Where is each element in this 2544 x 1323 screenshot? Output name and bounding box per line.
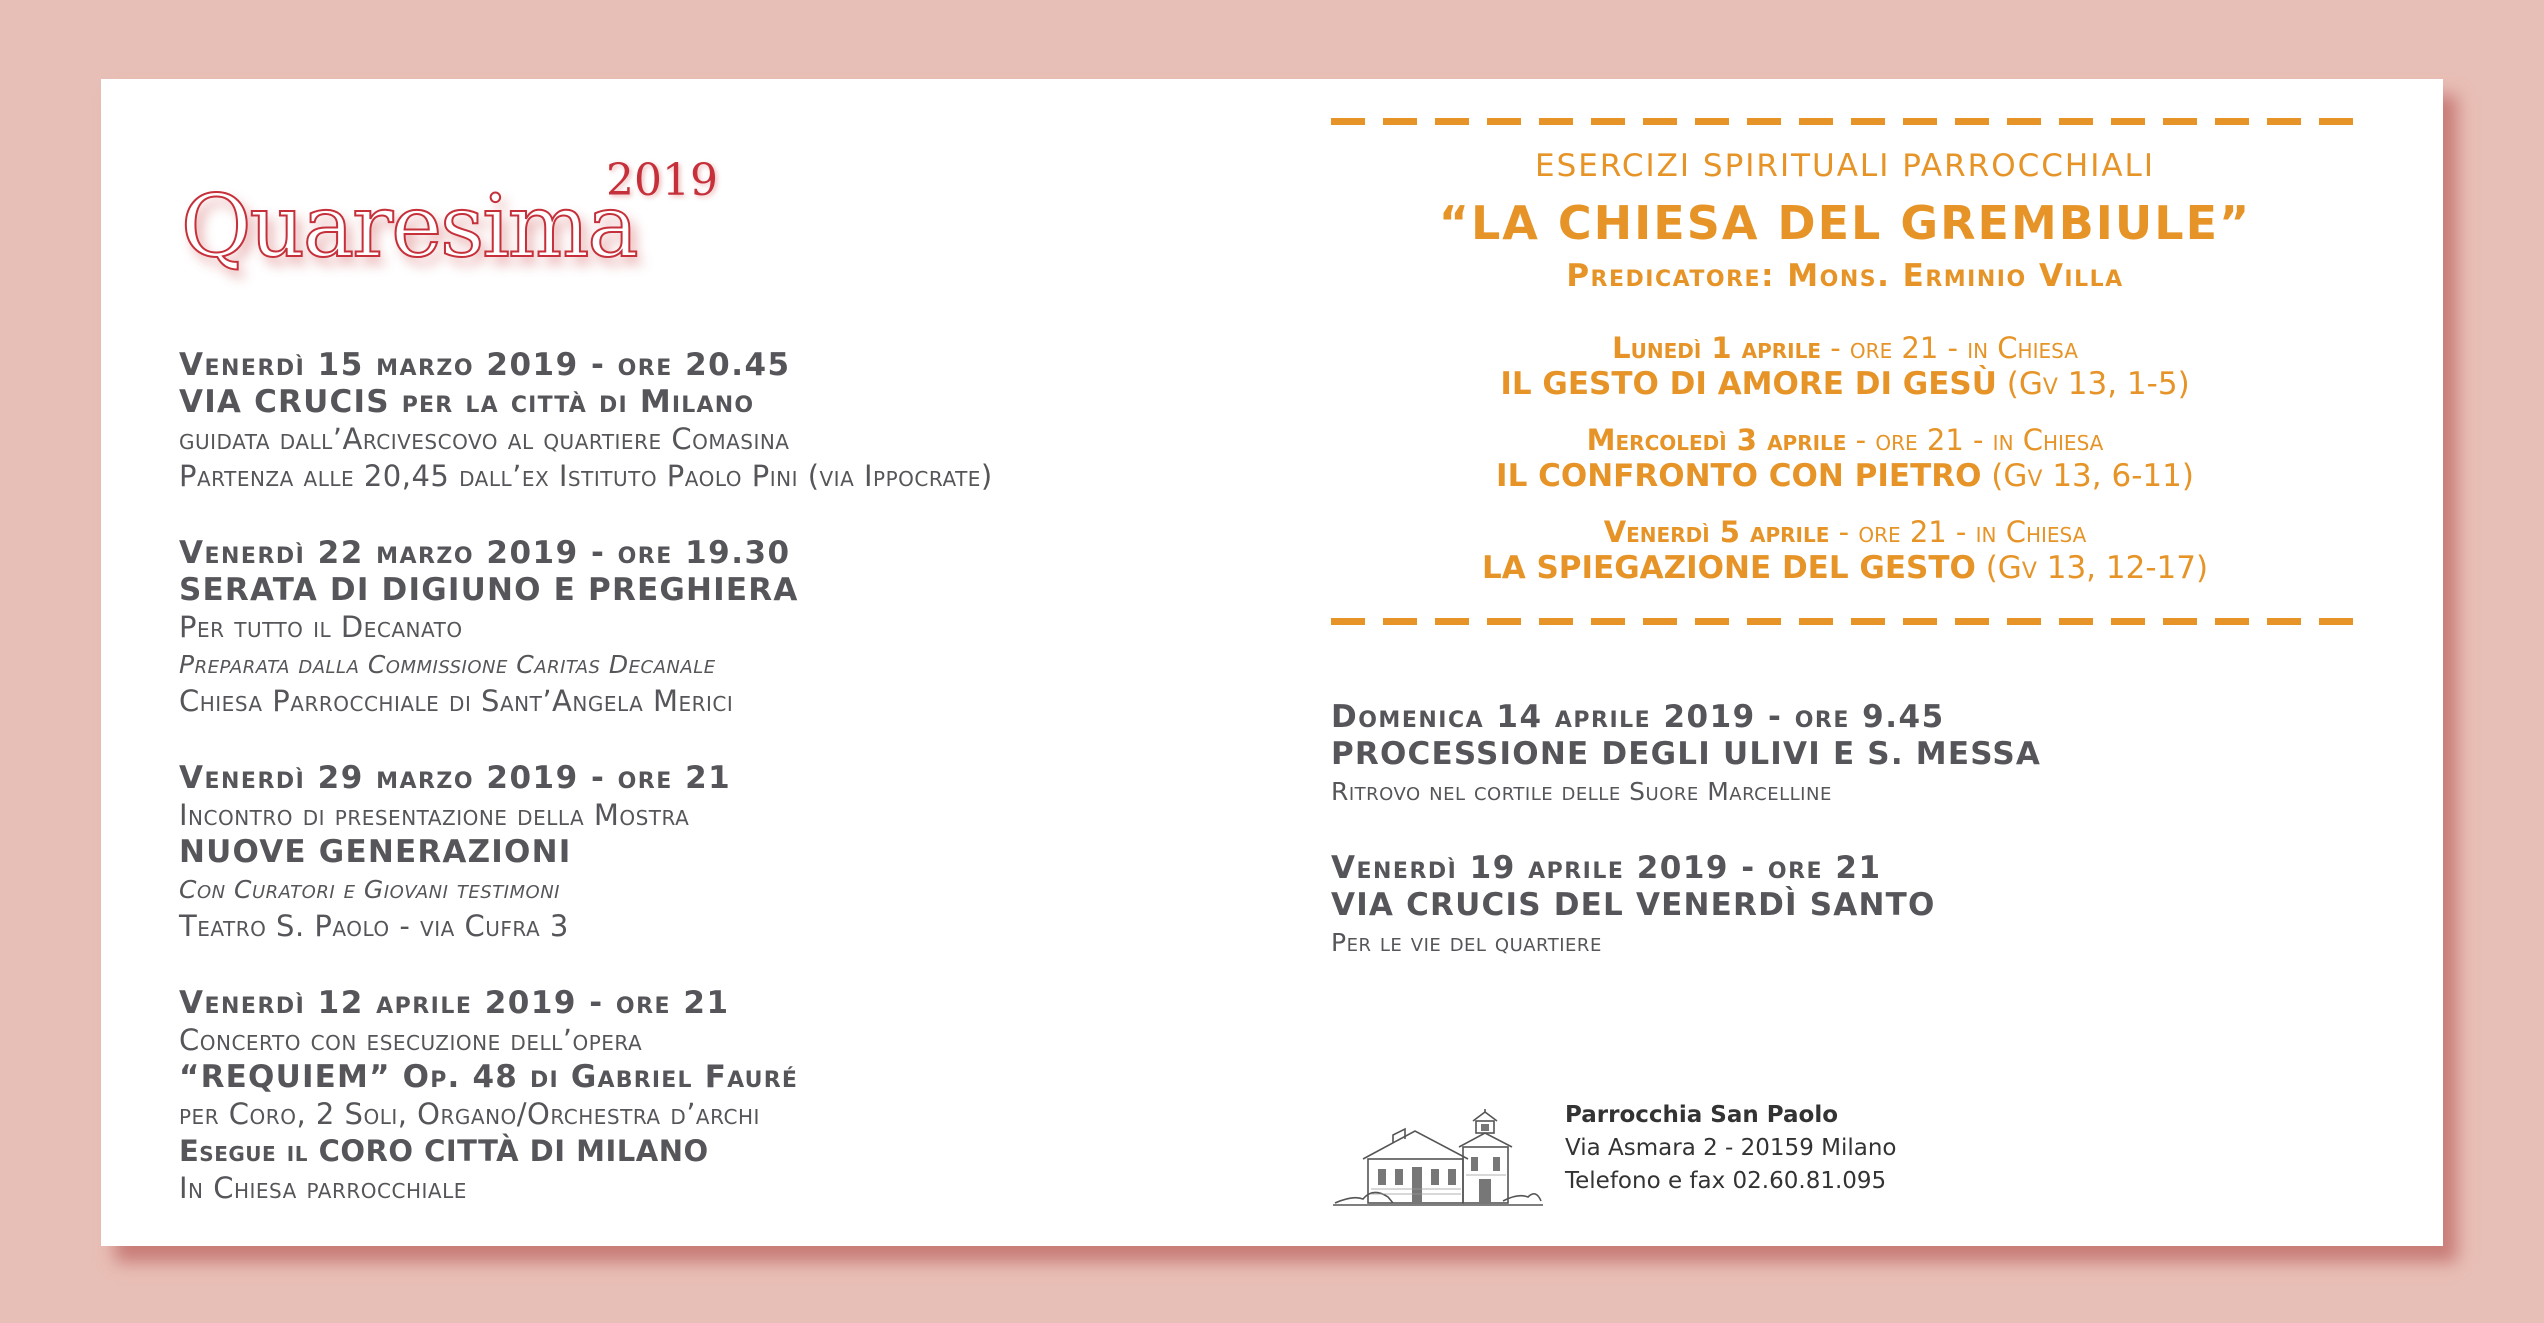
retreat-preacher: Predicatore: Mons. Erminio Villa [1566, 258, 2124, 294]
session-time: - ore 21 - in Chiesa [1829, 515, 2087, 549]
event-title [179, 1059, 1279, 1096]
left-events [179, 347, 1279, 1247]
session-day: Lunedì 1 aprile [1612, 331, 1822, 365]
session-line [1331, 331, 2359, 365]
session-day: Mercoledì 3 aprile [1586, 423, 1847, 457]
parish-phone: Telefono e fax 02.60.81.095 [1565, 1168, 1887, 1194]
quaresima-logo [181, 119, 741, 299]
parish-address: Via Asmara 2 - 20159 Milano [1565, 1135, 1897, 1161]
session-line [1331, 423, 2359, 457]
session-ref: (Gv 13, 1-5) [1996, 366, 2190, 402]
event-title-bold: VIA CRUCIS [179, 384, 390, 420]
retreat-title: “LA CHIESA DEL GREMBIULE” [1438, 196, 2252, 250]
event-line: per Coro, 2 Soli, Organo/Orchestra d’archi [179, 1097, 760, 1131]
parish-text [1565, 1099, 1897, 1198]
session-topic-title: IL GESTO DI AMORE DI GESÙ [1500, 366, 1997, 402]
session-day: Venerdì 5 aprile [1603, 515, 1830, 549]
event-italic-line: Preparata dalla Commissione Caritas Decanale [179, 650, 716, 679]
event-date: Venerdì 12 aprile 2019 - ore 21 [179, 985, 730, 1021]
event-line: Ritrovo nel cortile delle Suore Marcelline [1331, 777, 1832, 806]
event-line: Per tutto il Decanato [179, 610, 463, 644]
event-line: Teatro S. Paolo - via Cufra 3 [179, 909, 569, 943]
session-time: - ore 21 - in Chiesa [1821, 331, 2078, 365]
event-line: Incontro di presentazione della Mostra [179, 798, 690, 832]
event-line: Concerto con esecuzione dell’opera [179, 1023, 643, 1057]
event-title: NUOVE GENERAZIONI [179, 834, 572, 870]
event-via-crucis-milano [179, 347, 1279, 495]
event-processione [1331, 699, 2381, 810]
event-title-bold: “REQUIEM” [179, 1059, 391, 1095]
event-requiem [179, 985, 1279, 1207]
session-topic [1331, 550, 2359, 586]
event-line: Per le vie del quartiere [1331, 928, 1602, 957]
event-date: Venerdì 22 marzo 2019 - ore 19.30 [179, 535, 791, 571]
top-dashed-rule [1331, 118, 2359, 125]
event-line: Chiesa Parrocchiale di Sant’Angela Merici [179, 684, 734, 718]
event-line-rest: Esegue il [179, 1134, 319, 1168]
invitation-card [101, 79, 2443, 1246]
right-events [1331, 699, 2381, 1001]
event-date: Venerdì 15 marzo 2019 - ore 20.45 [179, 347, 791, 383]
logo-word: Quaresima [181, 177, 637, 277]
bottom-dashed-rule [1331, 618, 2359, 625]
event-title: PROCESSIONE DEGLI ULIVI E S. MESSA [1331, 736, 2042, 772]
event-title: SERATA DI DIGIUNO E PREGHIERA [179, 572, 799, 608]
event-title-rest: per la città di Milano [389, 384, 755, 420]
session-ref: (Gv 13, 6-11) [1981, 458, 2194, 494]
event-title: VIA CRUCIS DEL VENERDÌ SANTO [1331, 887, 1936, 923]
session-topic-title: LA SPIEGAZIONE DEL GESTO [1481, 550, 1976, 586]
event-italic-line: Con Curatori e Giovani testimoni [179, 875, 560, 904]
event-date: Domenica 14 aprile 2019 - ore 9.45 [1331, 699, 1945, 735]
event-line [179, 1133, 1279, 1170]
event-line-bold: CORO CITTÀ DI MILANO [318, 1134, 709, 1168]
event-via-crucis-venerdi-santo [1331, 850, 2381, 961]
event-title-rest: Op. 48 di Gabriel Fauré [390, 1059, 799, 1095]
event-line: guidata dall’Arcivescovo al quartiere Comasina [179, 422, 790, 456]
session-topic [1331, 366, 2359, 402]
parish-info [1333, 1099, 2033, 1219]
session-time: - ore 21 - in Chiesa [1846, 423, 2104, 457]
session-line [1331, 515, 2359, 549]
church-illustration [1333, 1109, 1543, 1214]
event-date: Venerdì 19 aprile 2019 - ore 21 [1331, 850, 1882, 886]
event-title [179, 384, 1279, 421]
event-serata-digiuno [179, 535, 1279, 720]
event-mostra [179, 760, 1279, 945]
session-topic-title: IL CONFRONTO CON PIETRO [1496, 458, 1982, 494]
retreat-box [1331, 118, 2359, 628]
event-line: Partenza alle 20,45 dall’ex Istituto Paolo Pini (via Ippocrate) [179, 459, 993, 493]
event-date: Venerdì 29 marzo 2019 - ore 21 [179, 760, 732, 796]
event-line: In Chiesa parrocchiale [179, 1171, 467, 1205]
logo-year: 2019 [606, 155, 718, 206]
session-topic [1331, 458, 2359, 494]
session-ref: (Gv 13, 12-17) [1975, 550, 2209, 586]
retreat-heading: ESERCIZI SPIRITUALI PARROCCHIALI [1535, 148, 2155, 184]
parish-name: Parrocchia San Paolo [1565, 1102, 1839, 1128]
